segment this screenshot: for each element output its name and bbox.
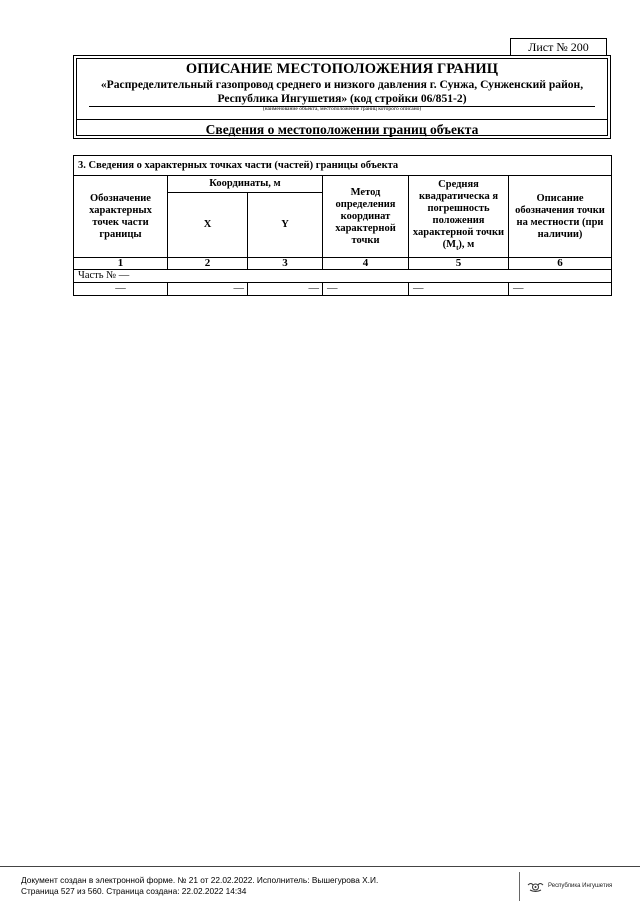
footer-document-line: Документ создан в электронной форме. № 21 от 22.02.2022. Исполнитель: Вышегурова Х.И.	[21, 875, 379, 885]
characteristic-points-table	[73, 155, 612, 296]
header-point-designation: Обозначение характерных точек части границы	[74, 176, 168, 258]
cell-y: —	[248, 283, 323, 296]
footer-vertical-divider	[519, 872, 520, 901]
cell-description: —	[509, 283, 612, 296]
document-title: ОПИСАНИЕ МЕСТОПОЛОЖЕНИЯ ГРАНИЦ	[185, 61, 499, 77]
object-name-line-2: Республика Ингушетия» (код стройки 06/851-2)	[217, 92, 467, 105]
footer-divider	[0, 866, 640, 867]
column-number: 6	[509, 258, 612, 270]
column-number: 1	[74, 258, 168, 270]
header-coordinates: Координаты, м	[168, 176, 323, 193]
part-label: Часть № —	[74, 270, 612, 283]
sheet-number: Лист № 200	[510, 38, 607, 56]
cell-method: —	[323, 283, 409, 296]
footer-brand: Республика Ингушетия	[548, 883, 613, 889]
section-divider	[77, 119, 607, 120]
header-method: Метод определения координат характерной точки	[323, 176, 409, 258]
object-name-caption: (наименование объекта, местоположение границ которого описано)	[262, 106, 422, 112]
header-description: Описание обозначения точки на местности (при наличии)	[509, 176, 612, 258]
column-number: 3	[248, 258, 323, 270]
document-header	[73, 55, 611, 139]
column-number: 4	[323, 258, 409, 270]
header-accuracy	[409, 176, 509, 258]
cell-accuracy: —	[409, 283, 509, 296]
table-caption: 3. Сведения о характерных точках части (частей) границы объекта	[74, 156, 612, 176]
object-name-line-1: «Распределительный газопровод среднего и низкого давления г. Сунжа, Сунженский район,	[100, 78, 584, 91]
object-name	[81, 78, 603, 106]
coat-of-arms-icon	[527, 880, 544, 894]
header-accuracy-text: Средняя квадратическа я погрешность положения характерной точки (M	[412, 178, 505, 250]
table-row	[74, 283, 612, 296]
cell-point-designation: —	[74, 283, 168, 296]
header-y: Y	[248, 193, 323, 258]
cell-x: —	[168, 283, 248, 296]
header-accuracy-subscript: t	[456, 244, 459, 253]
footer-info	[21, 875, 378, 897]
header-accuracy-unit: ), м	[458, 238, 475, 250]
column-number: 2	[168, 258, 248, 270]
header-x: X	[168, 193, 248, 258]
column-number: 5	[409, 258, 509, 270]
footer-page-line: Страница 527 из 560. Страница создана: 22.02.2022 14:34	[21, 886, 247, 896]
document-header-frame	[76, 58, 608, 136]
section-title: Сведения о местоположении границ объекта	[205, 122, 479, 137]
